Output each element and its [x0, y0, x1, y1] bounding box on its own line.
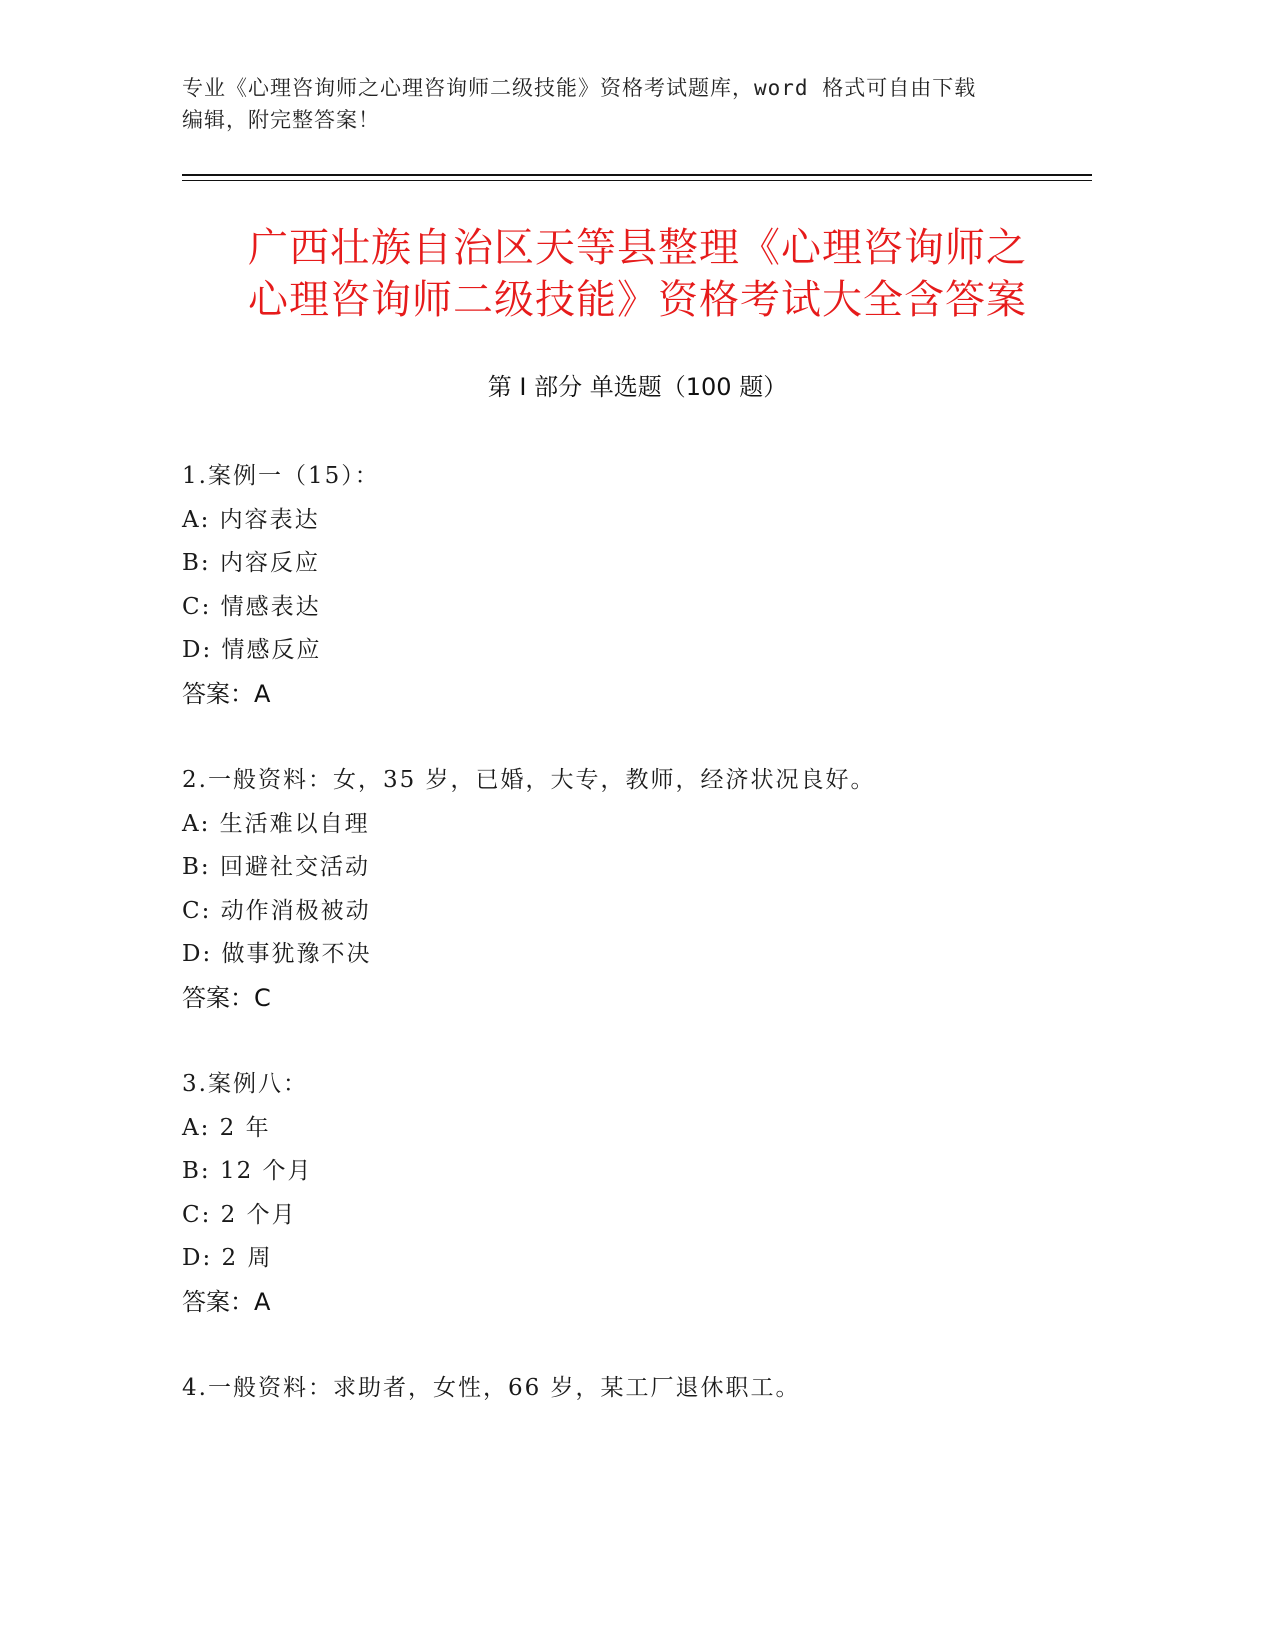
title-line-1: 广西壮族自治区天等县整理《心理咨询师之: [248, 225, 1027, 271]
option-d: D: 做事犹豫不决: [182, 941, 372, 967]
question-stem: 3.案例八：: [182, 1071, 308, 1097]
header-note-line-2: 编辑，附完整答案！: [182, 108, 380, 132]
option-c: C: 2 个月: [182, 1201, 297, 1228]
question-4: [182, 1367, 1102, 1411]
option-c: C: 动作消极被动: [182, 897, 371, 924]
header-note: [182, 72, 1062, 136]
section-heading: 第 I 部分 单选题（100 题）: [487, 373, 788, 401]
question-stem: 4.一般资料：求助者，女性，66 岁，某工厂退休职工。: [182, 1375, 801, 1401]
question-spacer: [182, 1324, 1102, 1367]
question-list: [182, 455, 1102, 1411]
header-divider-thin: [182, 180, 1092, 181]
question-2: [182, 759, 1102, 1020]
question-stem: 2.一般资料：女，35 岁，已婚，大专，教师，经济状况良好。: [182, 767, 876, 793]
option-d: D: 2 周: [182, 1245, 273, 1271]
question-stem: 1.案例一（15）：: [182, 463, 380, 489]
question-3: [182, 1063, 1102, 1324]
option-c: C: 情感表达: [182, 593, 321, 620]
answer-line: 答案：A: [182, 1287, 271, 1316]
answer-line: 答案：C: [182, 983, 271, 1012]
question-spacer: [182, 1020, 1102, 1063]
option-b: B: 12 个月: [182, 1158, 313, 1184]
option-a: A: 生活难以自理: [182, 810, 370, 837]
question-spacer: [182, 716, 1102, 759]
header-note-line-1: 专业《心理咨询师之心理咨询师二级技能》资格考试题库，word 格式可自由下载: [182, 76, 977, 100]
question-1: [182, 455, 1102, 716]
header-divider-thick: [182, 174, 1092, 176]
option-d: D: 情感反应: [182, 637, 322, 663]
option-b: B: 内容反应: [182, 550, 320, 576]
option-b: B: 回避社交活动: [182, 854, 370, 880]
document-title: [150, 222, 1125, 326]
title-line-2: 心理咨询师二级技能》资格考试大全含答案: [248, 277, 1027, 323]
answer-line: 答案：A: [182, 679, 271, 708]
option-a: A: 内容表达: [182, 506, 320, 533]
option-a: A: 2 年: [182, 1114, 271, 1141]
